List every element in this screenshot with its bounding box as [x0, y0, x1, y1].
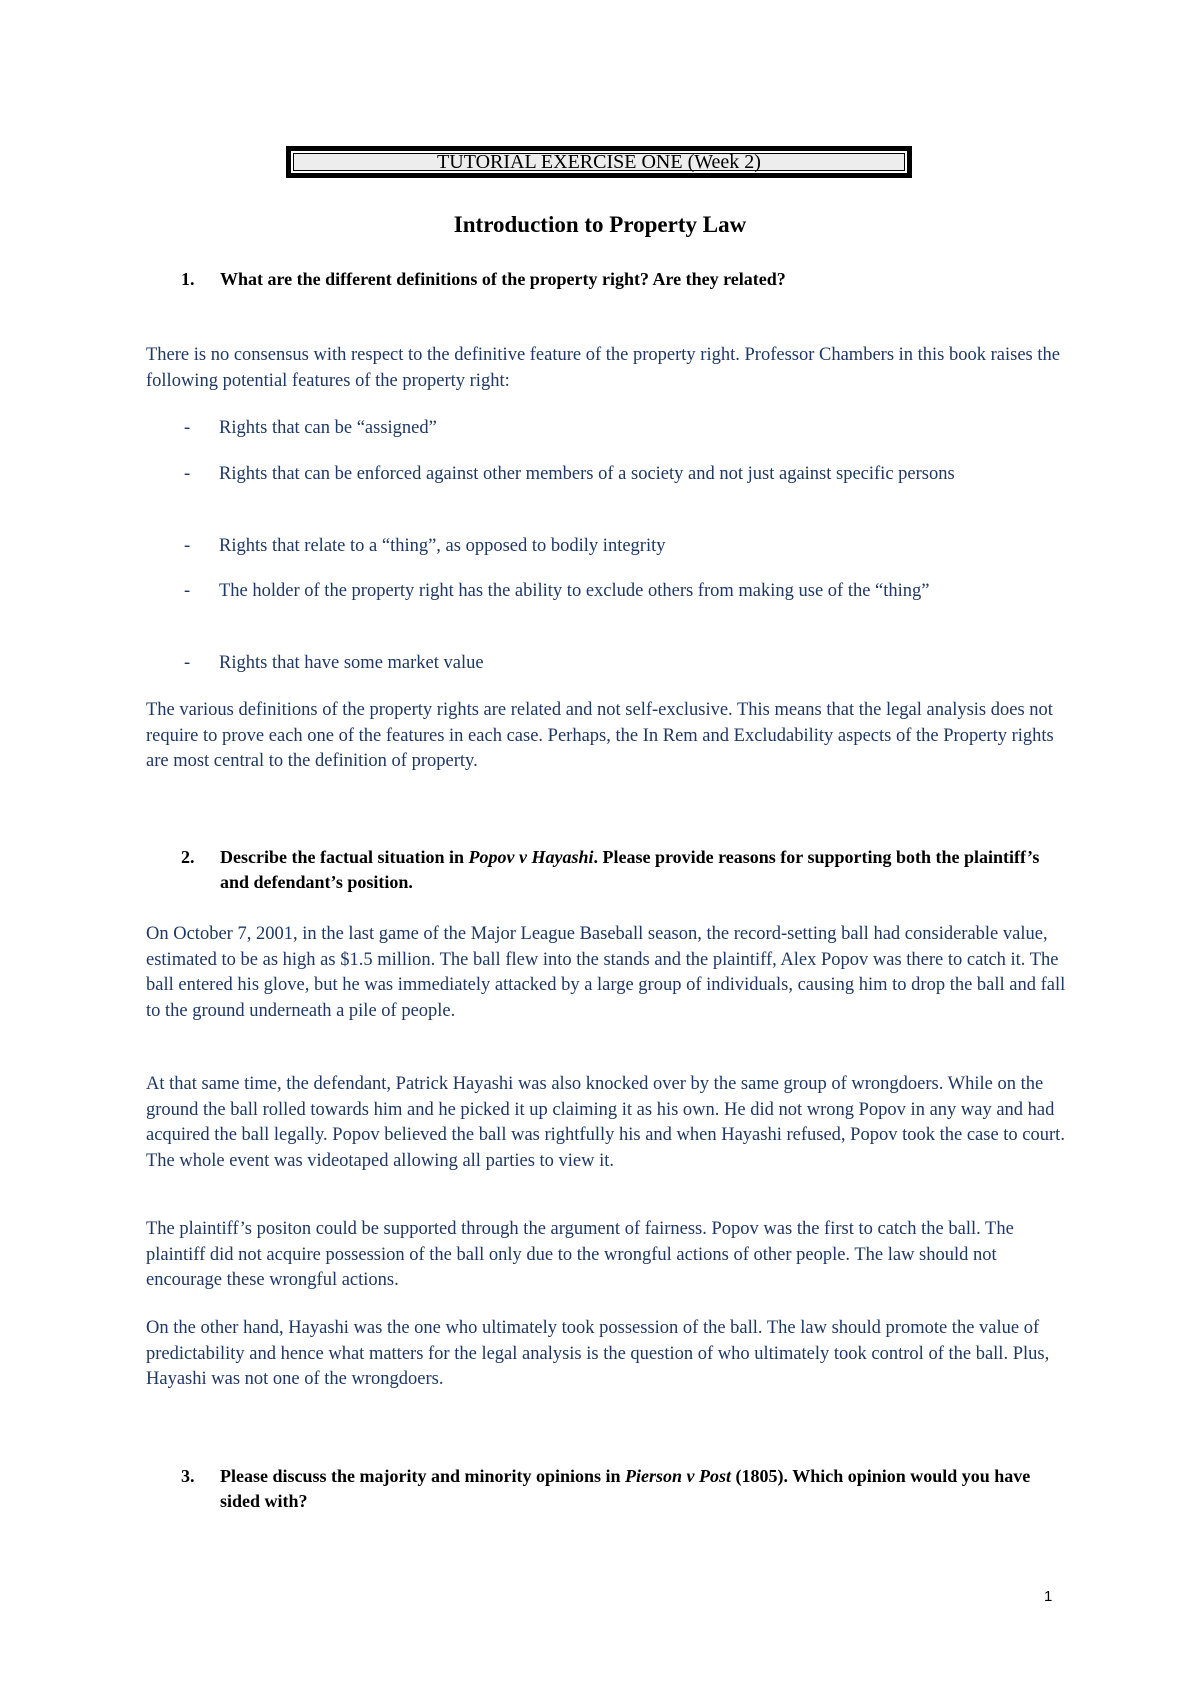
- question-number: 3.: [181, 1466, 195, 1486]
- answer-2-paragraph: At that same time, the defendant, Patrick Hayashi was also knocked over by the same group of wrongdoers. While on the ground the ball rolled towards him and he picked it up claiming it as his own. He did not wrong Popov in any way and had acquired the ball legally. Popov believed the ball was rightfully his and when Hayashi refused, Popov took the case to court. The whole event was videotaped allowing all parties to view it.: [146, 1074, 1065, 1171]
- bullet-marker: -: [184, 464, 191, 484]
- title-box: [286, 146, 912, 178]
- list-item: - Rights that relate to a “thing”, as opposed to bodily integrity: [184, 534, 1064, 560]
- bullet-marker: -: [184, 581, 191, 601]
- question-1: [183, 267, 1063, 292]
- answer-1-intro: There is no consensus with respect to the definitive feature of the property right. Professor Chambers in this book raises the following potential features of the property right:: [146, 345, 1060, 391]
- exercise-title: TUTORIAL EXERCISE ONE (Week 2): [437, 151, 761, 173]
- page-title: Introduction to Property Law: [453, 212, 747, 237]
- case-name: Pierson v Post: [625, 1466, 732, 1486]
- question-3: [183, 1464, 1063, 1514]
- answer-2-paragraph: The plaintiff’s positon could be supported through the argument of fairness. Popov was the first to catch the ball. The plaintiff did not acquire possession of the ball only due to the wrongful actions of other people. The law should not encourage these wrongful actions.: [146, 1219, 1014, 1290]
- page-number: 1: [1044, 1588, 1053, 1605]
- list-item: - Rights that can be enforced against other members of a society and not just against specific persons: [184, 462, 1064, 488]
- list-item: - Rights that can be “assigned”: [184, 416, 1064, 442]
- list-item: - The holder of the property right has the ability to exclude others from making use of the “thing”: [184, 579, 1064, 605]
- bullet-marker: -: [184, 536, 191, 556]
- answer-2-paragraph: On the other hand, Hayashi was the one who ultimately took possession of the ball. The law should promote the value of predictability and hence what matters for the legal analysis is the question of who ultimately took control of the ball. Plus, Hayashi was not one of the wrongdoers.: [146, 1318, 1050, 1389]
- list-item: - Rights that have some market value: [184, 651, 1064, 677]
- question-text: What are the different definitions of the property right? Are they related?: [220, 269, 786, 289]
- answer-2-paragraph: On October 7, 2001, in the last game of the Major League Baseball season, the record-setting ball had considerable value, estimated to be as high as $1.5 million. The ball flew into the stands and the plaintiff, Alex Popov was there to catch it. The ball entered his glove, but he was immediately attacked by a large group of individuals, causing him to drop the ball and fall to the ground underneath a pile of people.: [146, 924, 1066, 1021]
- bullet-marker: -: [184, 653, 191, 673]
- case-name: Popov v Hayashi: [468, 847, 594, 867]
- question-text: Please discuss the majority and minority opinions in Pierson v Post (1805). Which opinion would you have sided with?: [220, 1466, 1031, 1511]
- question-number: 2.: [181, 847, 195, 867]
- question-2: [183, 845, 1063, 895]
- bullet-marker: -: [184, 418, 191, 438]
- question-text: Describe the factual situation in Popov v Hayashi. Please provide reasons for supporting both the plaintiff’s and defendant’s position.: [220, 847, 1040, 892]
- answer-1-conclusion: The various definitions of the property rights are related and not self-exclusive. This means that the legal analysis does not require to prove each one of the features in each case. Perhaps, the In Rem and Excludability aspects of the Property rights are most central to the definition of property.: [146, 700, 1054, 771]
- question-number: 1.: [181, 269, 195, 289]
